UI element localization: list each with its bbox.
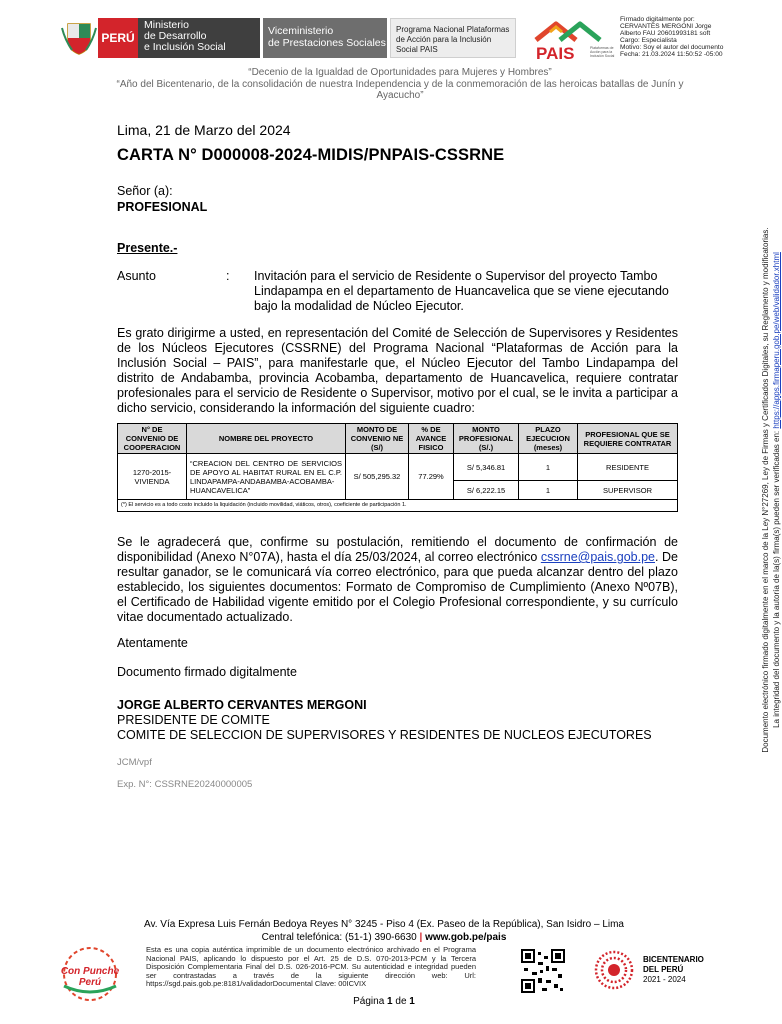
cell-profesional: SUPERVISOR [578,481,678,500]
validator-link[interactable]: https://apps.firmaperu.gob.pe/web/validador.xhtml [772,252,781,429]
table-header-row [118,424,678,454]
side-note-line-2 [771,210,782,770]
viceministerio-line-2: de Prestaciones Sociales [268,37,386,49]
cell-monto-convenio: S/ 505,295.32 [346,454,409,500]
page-total: 1 [409,996,415,1007]
salutation-label: Señor (a): [117,184,173,198]
cell-monto-profesional: S/ 5,346.81 [454,454,519,481]
viceministerio-line-1: Viceministerio [268,25,334,37]
recipient: PROFESIONAL [117,200,208,214]
header-plazo: PLAZO EJECUCION (meses) [519,424,578,454]
email-link[interactable]: cssrne@pais.gob.pe [540,550,655,564]
expediente-number: Exp. N°: CSSRNE20240000005 [117,779,253,790]
signer-role: PRESIDENTE DE COMITE [117,713,270,727]
pais-logo-text: PAIS [536,44,575,63]
closing: Atentamente [117,636,188,650]
place-date: Lima, 21 de Marzo del 2024 [117,122,291,138]
decenio-line-2: “Año del Bicentenario, de la consolidación de nuestra Independencia y de la conmemoración de las heroicas batallas de Junín y Ayacucho” [116,78,684,101]
ministerio-block [138,18,260,58]
cell-monto-profesional: S/ 6,222.15 [454,481,519,500]
con-punche-peru-text: Con Punche Perú [60,966,120,988]
pais-logo-tagline: Plataformas de Acción para la Inclusión Social [590,46,615,58]
paragraph2-text-before: Se le agradecerá que, confirme su postulación, remitiendo el documento de confirmación de disponibilidad (Anexo N°07A), hasta el día 25/03/2024, al correo electrónico [117,535,678,564]
signer-committee: COMITE DE SELECCION DE SUPERVISORES Y RESIDENTES DE NUCLEOS EJECUTORES [117,728,652,742]
header-monto-profesional: MONTO PROFESIONAL (S/.) [454,424,519,454]
peru-badge: PERÚ [98,18,138,58]
letter-number: CARTA N° D000008-2024-MIDIS/PNPAIS-CSSRNE [117,146,505,164]
footer-separator: | [419,932,423,943]
page-current: 1 [387,996,393,1007]
table-note-row [118,500,678,512]
header-avance: % DE AVANCE FISICO [409,424,454,454]
paragraph2-text-after: . De resultar ganador, se le comunicará vía correo electrónico, para que pueda alcanzar dentro del plazo establecido, los siguientes documentos: Formato de Compromiso de Cumplimiento (Anexo Nº07B), el Certificado de Habilidad vigente emitido por el Colegio Profesional correspondiente, y su currículo vitae documentado actualizado. [117,550,678,624]
asunto-text: Invitación para el servicio de Residente o Supervisor del proyecto Tambo Lindapampa en el departamento de Huancavelica que se viene ejecutando bajo la modalidad de Núcleo Ejecutor. [254,269,669,313]
programa-block: Programa Nacional Plataformas de Acción para la Inclusión Social PAIS [390,18,516,58]
peru-escudo-icon [62,20,96,56]
signature-line: Firmado digitalmente por: [620,16,695,23]
decenio-line-1: “Decenio de la Igualdad de Oportunidades para Mujeres y Hombres” [248,67,552,78]
bicentenario-years: 2021 - 2024 [643,975,686,984]
signature-line: Motivo: Soy el autor del documento [620,44,724,51]
cell-proyecto: “CREACION DEL CENTRO DE SERVICIOS DE APOYO AL HABITAT RURAL EN EL C.P. LINDAPAMPA-ANDABAMBA-ACOBAMBA-HUANCAVELICA” [187,454,346,500]
cell-avance: 77.29% [409,454,454,500]
signer-name: JORGE ALBERTO CERVANTES MERGONI [117,698,367,712]
cell-plazo: 1 [519,481,578,500]
footer-address: Av. Vía Expresa Luis Fernán Bedoya Reyes N° 3245 - Piso 4 (Ex. Paseo de la República), San Isidro – Lima [144,919,624,930]
page-number [0,996,768,1007]
footer-address-block [110,918,658,944]
cell-profesional: RESIDENTE [578,454,678,481]
bicentenario-line-1: BICENTENARIO [643,955,704,964]
cell-convenio: 1270-2015-VIVIENDA [118,454,187,500]
page-label: Página [353,996,388,1007]
body-paragraph-2 [117,535,678,625]
header-proyecto: NOMBRE DEL PROYECTO [187,424,346,454]
bicentenario-sun-icon [590,946,638,994]
signature-line: Fecha: 21.03.2024 11:50:52 -05:00 [620,51,723,58]
bicentenario-text [643,955,704,985]
side-legal-note [760,210,782,770]
asunto-label: Asunto [117,269,156,283]
header-monto-convenio: MONTO DE CONVENIO NE (S/) [346,424,409,454]
header-profesional: PROFESIONAL QUE SE REQUIERE CONTRATAR [578,424,678,454]
body-paragraph-1: Es grato dirigirme a usted, en representación del Comité de Selección de Supervisores y Residentes de los Núcleos Ejecutores (CSSRNE) del Programa Nacional “Plataformas de Acción para la Inclusión Social – PAIS”, para manifestarle que, el Núcleo Ejecutor del Tambo Lindapampa del distrito de Andabamba, provincia Acobamba, departamento de Huancavelica, requiere contratar profesionales para el servicio de Residente o Supervisor, motivo por el cual, se le invita a participar a dicho servicio, considerando la información del siguiente cuadro: [117,326,678,415]
table-row [118,454,678,481]
ministerio-line-1: Ministerio [144,19,189,31]
decenio-heading [110,67,690,102]
digital-signature-box [620,16,768,58]
qr-code [520,948,566,994]
side-note-line-1: Documento electrónico firmado digitalmente en el marco de la Ley N°27269, Ley de Firmas y Certificados Digitales, su Reglamento y modificatorias. [761,227,770,753]
signature-line: Alberto FAU 20601993181 soft [620,30,711,37]
footer-contact [110,931,658,944]
footer-phone: Central telefónica: (51-1) 390-6630 [261,932,417,943]
presente-heading: Presente.- [117,241,178,255]
bicentenario-line-2: DEL PERÚ [643,965,684,974]
page-of: de [392,996,410,1007]
cell-plazo: 1 [519,454,578,481]
ministerio-line-3: e Inclusión Social [144,41,226,53]
signature-line: Cargo: Especialista [620,37,677,44]
table-note: (*) El servicio es a todo costo incluido la liquidación (incluido movilidad, viáticos, otros), coeficiente de participación 1. [118,500,678,512]
header-convenio: N° DE CONVENIO DE COOPERACION [118,424,187,454]
viceministerio-block [263,18,387,58]
footer-web-link[interactable]: www.gob.pe/pais [425,932,507,943]
signature-line: CERVANTES MERGONI Jorge [620,23,712,30]
ministerio-line-2: de Desarrollo [144,30,207,42]
side-note-text: La integridad del documento y la autoría de la(s) firma(s) pueden ser verificadas en: [772,428,781,728]
asunto-colon: : [226,269,230,283]
initials: JCM/vpf [117,757,152,768]
authenticity-disclaimer: Esta es una copia auténtica imprimible de un documento electrónico archivado en el Programa Nacional PAIS, aplicando lo dispuesto por el Art. 25 de D.S. 070-2013-PCM y la Tercera Disposición Complementaria Final del D.S. 026-2016-PCM. Su autenticidad e integridad pueden ser contrastadas a través de la siguiente dirección web: Url: https://sgd.pais.gob.pe:8181/validadorDocumental Clave: 00ICVIX [146,945,476,989]
convenio-table [117,423,678,512]
signed-note: Documento firmado digitalmente [117,665,297,679]
